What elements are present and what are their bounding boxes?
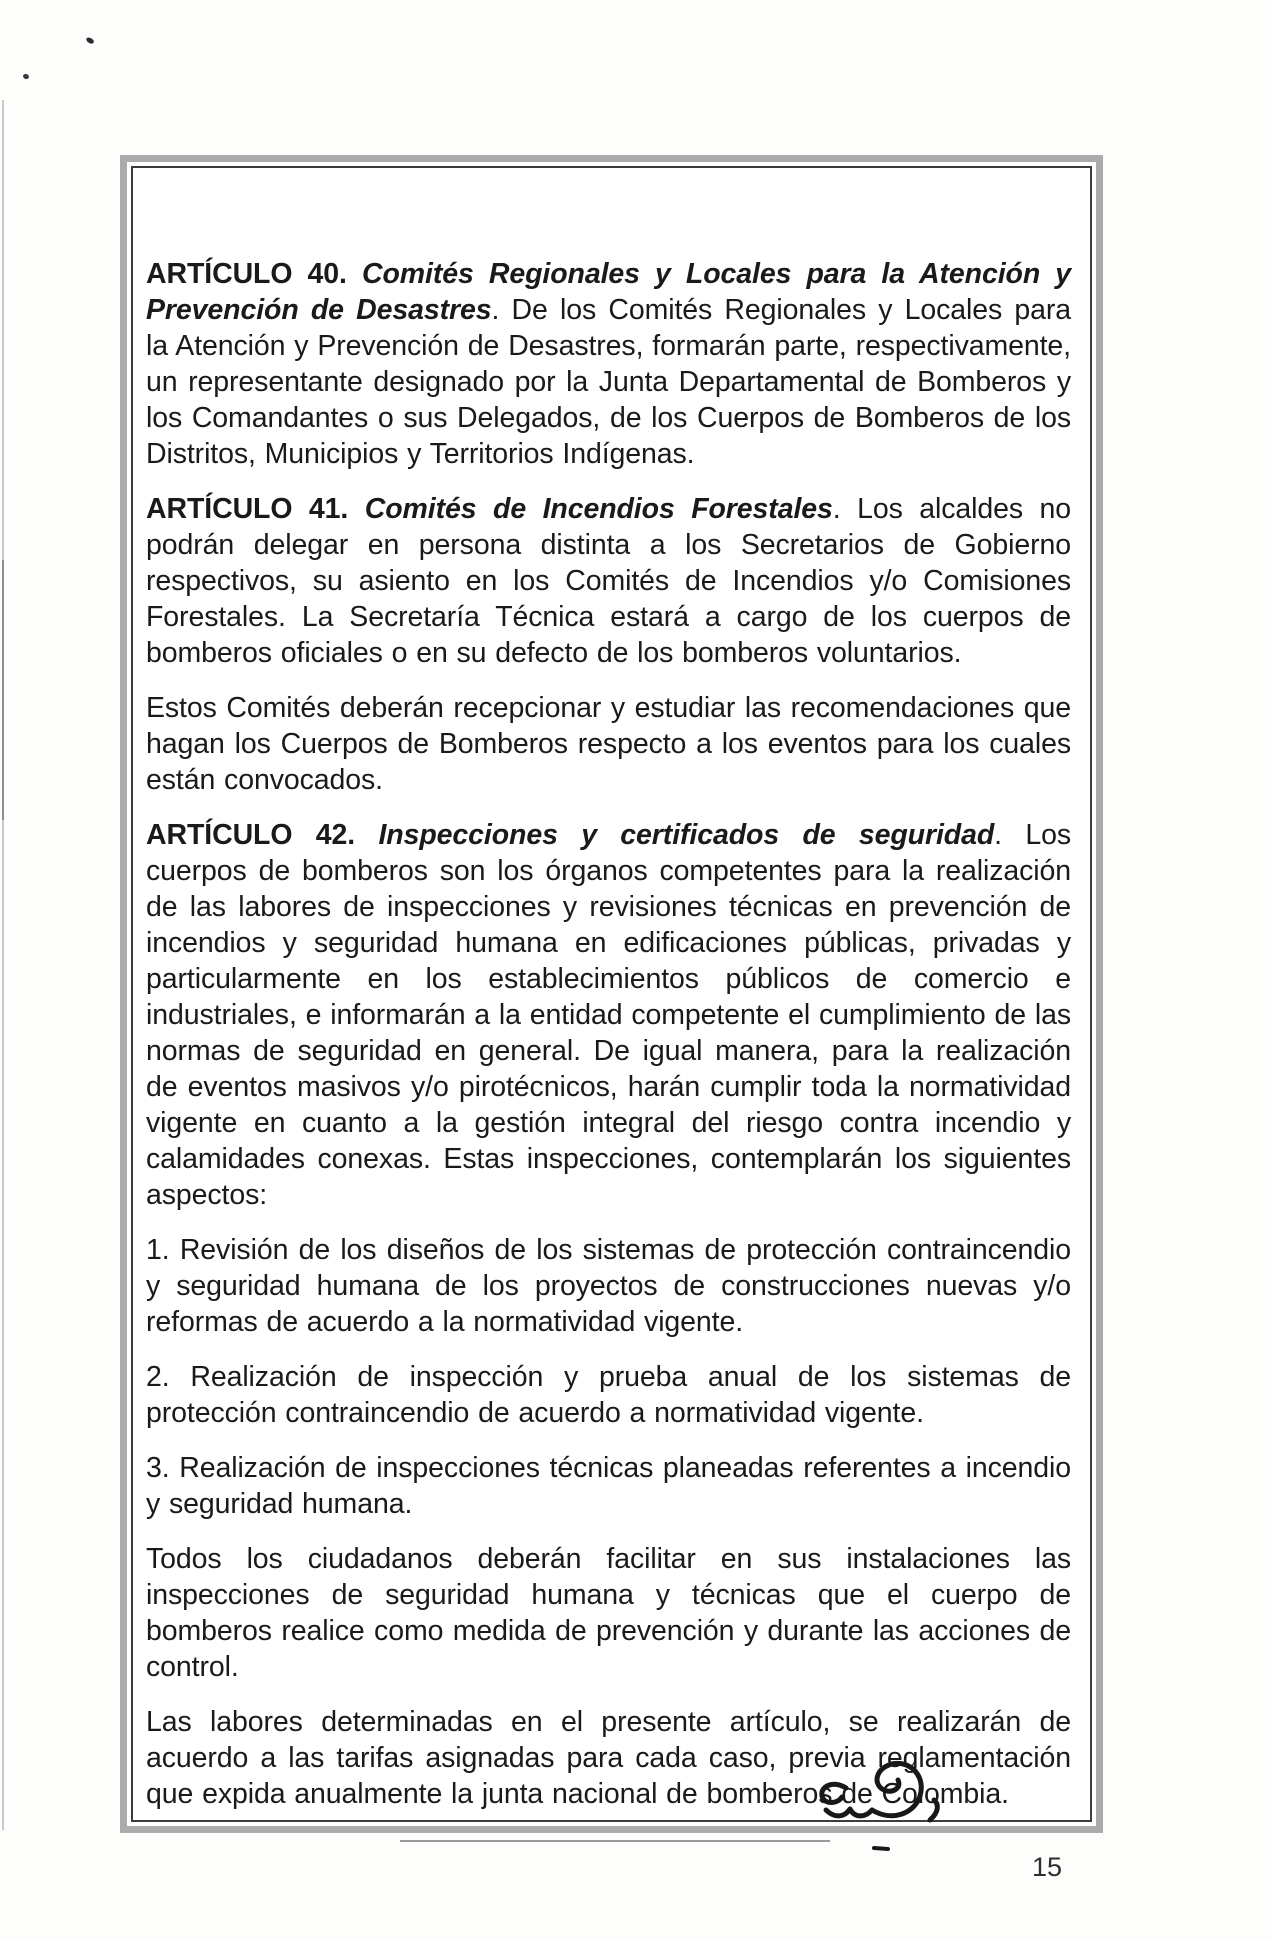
scan-edge-artifact-dark	[2, 560, 4, 820]
item-2-text: 2. Realización de inspección y prueba anual de los sistemas de protección contraincendio de acuerdo a normatividad vigente.	[146, 1361, 1071, 1429]
articulo-40-text: ARTÍCULO 40.	[146, 258, 362, 290]
ink-speck	[22, 73, 29, 80]
parrafo-todos-los-ciudadanos-text: Todos los ciudadanos deberán facilitar en sus instalaciones las inspecciones de seguridad humana y técnicas que el cuerpo de bomberos realice como medida de prevención y durante las acciones de control.	[146, 1543, 1071, 1683]
articulo-42-text: ARTÍCULO 42.	[146, 819, 379, 851]
page-number: 15	[1032, 1852, 1063, 1882]
articulo-40-text: Comités Regionales y Locales para la Atención y Prevención de Desastres	[146, 258, 1071, 326]
articulo-40-text: . De los Comités Regionales y Locales para la Atención y Prevención de Desastres, formarán parte, respectivamente, un representante designado por la Junta Departamental de Bomberos y los Comandantes o sus Delegados, de los Cuerpos de Bomberos de los Distritos, Municipios y Territorios Indígenas.	[146, 294, 1071, 470]
parrafo-estos-comites	[146, 690, 1071, 798]
parrafo-todos-los-ciudadanos	[146, 1541, 1071, 1685]
parrafo-las-labores-text: Las labores determinadas en el presente artículo, se realizarán de acuerdo a las tarifas asignadas para cada caso, previa reglamentación que expida anualmente la junta nacional de bomberos de Colombia.	[146, 1706, 1071, 1810]
articulo-41-text: ARTÍCULO 41.	[146, 493, 365, 525]
parrafo-estos-comites-text: Estos Comités deberán recepcionar y estudiar las recomendaciones que hagan los Cuerpos de Bomberos respecto a los eventos para los cuales están convocados.	[146, 692, 1071, 796]
articulo-42-text: . Los cuerpos de bomberos son los órganos competentes para la realización de las labores de inspecciones y revisiones técnicas en prevención de incendios y seguridad humana en edificaciones públicas, privadas y particularmente en los establecimientos públicos de comercio e industriales, e informarán a la entidad competente el cumplimiento de las normas de seguridad en general. De igual manera, para la realización de eventos masivos y/o pirotécnicos, harán cumplir toda la normatividad vigente en cuanto a la gestión integral del riesgo contra incendio y calamidades conexas. Estas inspecciones, contemplarán los siguientes aspectos:	[146, 819, 1071, 1211]
item-1-text: 1. Revisión de los diseños de los sistemas de protección contraincendio y seguridad humana de los proyectos de construcciones nuevas y/o reformas de acuerdo a la normatividad vigente.	[146, 1234, 1071, 1338]
scan-line-artifact	[400, 1840, 830, 1842]
articulo-40	[146, 256, 1071, 472]
articulo-41	[146, 491, 1071, 671]
item-3	[146, 1450, 1071, 1522]
articulo-42	[146, 817, 1071, 1213]
articulo-41-text: . Los alcaldes no podrán delegar en persona distinta a los Secretarios de Gobierno respectivos, su asiento en los Comités de Incendios y/o Comisiones Forestales. La Secretaría Técnica estará a cargo de los cuerpos de bomberos oficiales o en su defecto de los bomberos voluntarios.	[146, 493, 1071, 669]
item-2	[146, 1359, 1071, 1431]
articulo-41-text: Comités de Incendios Forestales	[364, 493, 833, 525]
page-content	[146, 168, 1071, 1831]
signature-scribble-icon	[812, 1752, 972, 1857]
scan-edge-artifact	[2, 100, 4, 1830]
item-1	[146, 1232, 1071, 1340]
item-3-text: 3. Realización de inspecciones técnicas planeadas referentes a incendio y seguridad humana.	[146, 1452, 1071, 1520]
ink-speck	[85, 36, 94, 45]
articulo-42-text: Inspecciones y certificados de seguridad	[378, 819, 995, 851]
